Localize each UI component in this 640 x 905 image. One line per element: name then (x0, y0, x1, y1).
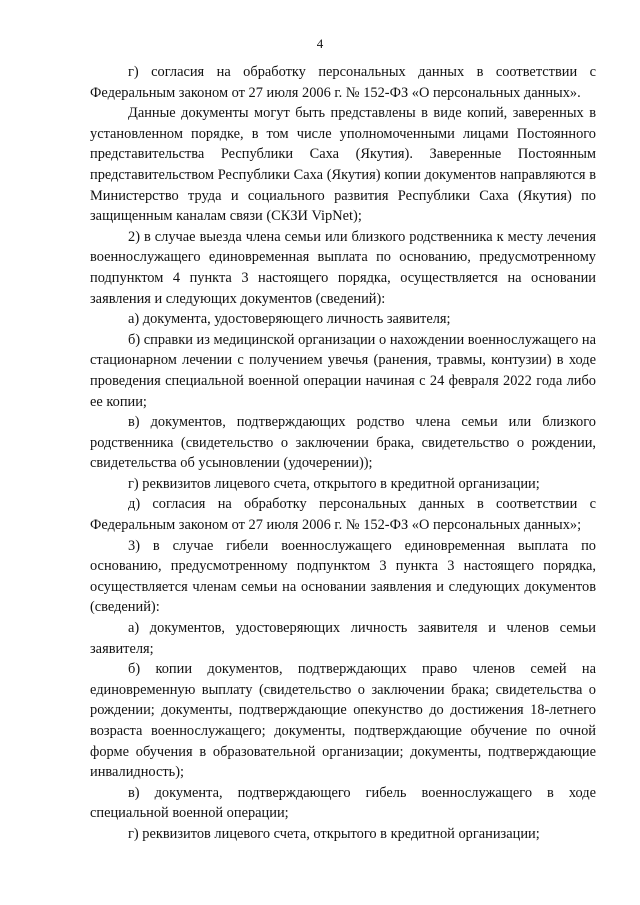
document-body (90, 62, 596, 845)
list-item: в) документов, подтверждающих родство члена семьи или близкого родственника (свидетельство о заключении брака, свидетельство о рождении, свидетельства об усыновлении (удочерении)); (90, 414, 596, 472)
list-item: а) документов, удостоверяющих личность заявителя и членов семьи заявителя; (90, 620, 596, 657)
list-item: г) реквизитов лицевого счета, открытого в кредитной организации; (128, 825, 540, 842)
list-item: г) реквизитов лицевого счета, открытого в кредитной организации; (128, 475, 540, 492)
list-item: а) документа, удостоверяющего личность заявителя; (128, 311, 451, 328)
list-item: д) согласия на обработку персональных данных в соответствии с Федеральным законом от 27 июля 2006 г. № 152-ФЗ «О персональных данных»; (90, 496, 596, 534)
list-item: б) справки из медицинской организации о нахождении военнослужащего на стационарном лечении с получением увечья (ранения, травмы, контузии) в ходе проведения специальной военной операции начиная с 24 февраля 2022 года либо ее копии; (90, 331, 596, 410)
paragraph-item-2-family-visit: 2) в случае выезда члена семьи или близкого родственника к месту лечения военнослужащего единовременная выплата по основанию, предусмотренному подпунктом 4 пункта 3 настоящего порядка, осуществляется на основании заявления и следующих документов (сведений): (90, 228, 596, 307)
paragraph-document-copies: Данные документы могут быть представлены в виде копий, заверенных в установленном порядке, в том числе уполномоченными лицами Постоянного представительства Республики Саха (Якутия). Заверенные Постоянным представительством Республики Саха (Якутия) копии документов направляются в Министерство труда и социального развития Республики Саха (Якутия) по защищенным каналам связи (СКЗИ VipNet); (90, 105, 596, 225)
list-item: в) документа, подтверждающего гибель военнослужащего в ходе специальной военной операции; (90, 784, 596, 822)
paragraph-consent-personal-data: г) согласия на обработку персональных данных в соответствии с Федеральным законом от 27 июля 2006 г. № 152-ФЗ «О персональных данных». (90, 64, 596, 101)
page-number: 4 (316, 36, 324, 51)
paragraph-item-3-death: 3) в случае гибели военнослужащего единовременная выплата по основанию, предусмотренному подпунктом 3 пункта 3 настоящего порядка, осуществляется членам семьи на основании заявления и следующих документов (сведений): (90, 537, 596, 616)
list-item: б) копии документов, подтверждающих право членов семей на единовременную выплату (свидетельство о заключении брака; свидетельства о рождении; документы, подтверждающие опекунство до достижения 18-летнего возраста военнослужащего; документы, подтверждающие обучение по очной форме обучения в образовательной организации; документы, подтверждающие инвалидность); (90, 661, 596, 781)
